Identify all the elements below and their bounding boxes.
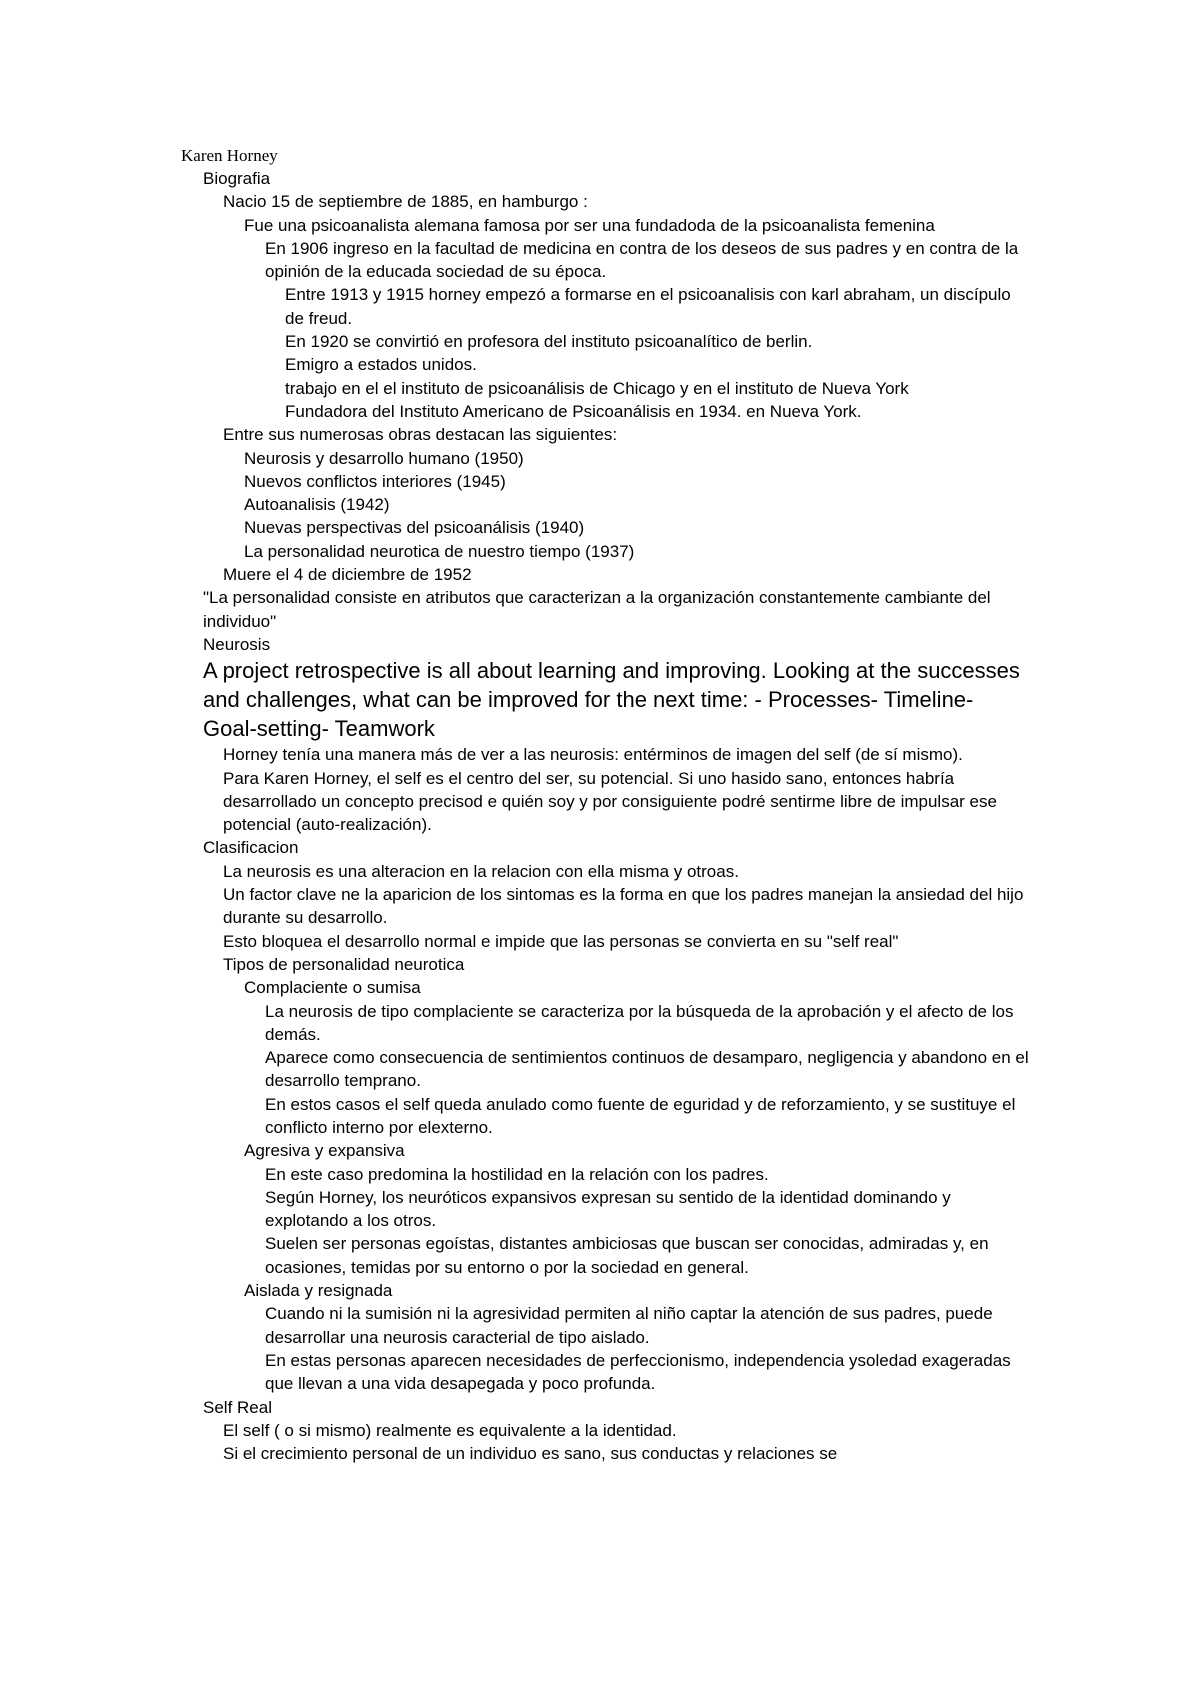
outline-line: Nacio 15 de septiembre de 1885, en hamburgo :	[223, 192, 588, 212]
document-title: Karen Horney	[181, 146, 278, 165]
outline-line: "La personalidad consiste en atributos que caracterizan a la organización constantemente cambiante del individuo"	[203, 588, 991, 631]
outline-line: Biografia	[203, 169, 271, 188]
outline-line: Fue una psicoanalista alemana famosa por ser una fundadoda de la psicoanalista femenina	[244, 215, 935, 235]
outline-list	[181, 167, 1031, 1465]
outline-line: Emigro a estados unidos.	[285, 355, 477, 375]
outline-line: Nuevas perspectivas del psicoanálisis (1940)	[244, 518, 585, 538]
outline-line: Si el crecimiento personal de un individuo es sano, sus conductas y relaciones se	[223, 1444, 838, 1464]
outline-line: Fundadora del Instituto Americano de Psicoanálisis en 1934. en Nueva York.	[285, 401, 862, 421]
outline-line: Según Horney, los neuróticos expansivos expresan su sentido de la identidad dominando y explotando a los otros.	[265, 1187, 951, 1231]
outline-line: Para Karen Horney, el self es el centro del ser, su potencial. Si uno hasido sano, entonces habría desarrollado un concepto precisod e quién soy y por consiguiente podré sentirme libre de impulsar ese potencial (auto-realización).	[223, 768, 997, 835]
outline-line: Complaciente o sumisa	[244, 978, 421, 998]
outline-line: Tipos de personalidad neurotica	[223, 954, 465, 974]
outline-line: A project retrospective is all about learning and improving. Looking at the successes and challenges, what can be improved for the next time: - Processes- Timeline- Goal-setting- Teamwork	[203, 658, 1020, 742]
outline-line: Horney tenía una manera más de ver a las neurosis: entérminos de imagen del self (de sí mismo).	[223, 745, 963, 765]
outline-line: Suelen ser personas egoístas, distantes ambiciosas que buscan ser conocidas, admiradas y, en ocasiones, temidas por su entorno o por la sociedad en general.	[265, 1234, 989, 1277]
outline-line: En 1920 se convirtió en profesora del instituto psicoanalítico de berlin.	[285, 332, 813, 352]
outline-line: En estas personas aparecen necesidades de perfeccionismo, independencia ysoledad exageradas que llevan a una vida desapegada y poco profunda.	[265, 1350, 1011, 1394]
outline-line: En este caso predomina la hostilidad en la relación con los padres.	[265, 1164, 769, 1184]
outline-line: Muere el 4 de diciembre de 1952	[223, 565, 472, 585]
document-body	[181, 144, 1031, 1465]
outline-line: Self Real	[203, 1397, 272, 1417]
outline-line: Clasificacion	[203, 838, 299, 858]
outline-line: Agresiva y expansiva	[244, 1141, 405, 1161]
outline-line: Autoanalisis (1942)	[244, 495, 390, 515]
outline-line: Un factor clave ne la aparicion de los sintomas es la forma en que los padres manejan la ansiedad del hijo durante su desarrollo.	[223, 885, 1024, 928]
outline-line: Entre sus numerosas obras destacan las siguientes:	[223, 425, 618, 445]
outline-line: La neurosis es una alteracion en la relacion con ella misma y otroas.	[223, 861, 739, 881]
outline-line: La neurosis de tipo complaciente se caracteriza por la búsqueda de la aprobación y el afecto de los demás.	[265, 1001, 1014, 1044]
outline-line: Neurosis	[203, 634, 271, 654]
outline-line: Nuevos conflictos interiores (1945)	[244, 471, 506, 491]
outline-line: Aislada y resignada	[244, 1281, 393, 1301]
outline-line: Cuando ni la sumisión ni la agresividad permiten al niño captar la atención de sus padres, puede desarrollar una neurosis caracterial de tipo aislado.	[265, 1304, 993, 1347]
outline-line: Neurosis y desarrollo humano (1950)	[244, 448, 524, 468]
outline-line: En 1906 ingreso en la facultad de medicina en contra de los deseos de sus padres y en contra de la opinión de la educada sociedad de su época.	[265, 238, 1019, 282]
outline-line: La personalidad neurotica de nuestro tiempo (1937)	[244, 541, 635, 561]
outline-line: trabajo en el el instituto de psicoanálisis de Chicago y en el instituto de Nueva York	[285, 378, 909, 398]
outline-line: En estos casos el self queda anulado como fuente de eguridad y de reforzamiento, y se sustituye el conflicto interno por elexterno.	[265, 1094, 1016, 1137]
outline-line: El self ( o si mismo) realmente es equivalente a la identidad.	[223, 1420, 677, 1440]
outline-line: Aparece como consecuencia de sentimientos continuos de desamparo, negligencia y abandono en el desarrollo temprano.	[265, 1048, 1029, 1091]
outline-line: Esto bloquea el desarrollo normal e impide que las personas se convierta en su "self real"	[223, 931, 899, 951]
outline-line: Entre 1913 y 1915 horney empezó a formarse en el psicoanalisis con karl abraham, un discípulo de freud.	[285, 285, 1011, 328]
